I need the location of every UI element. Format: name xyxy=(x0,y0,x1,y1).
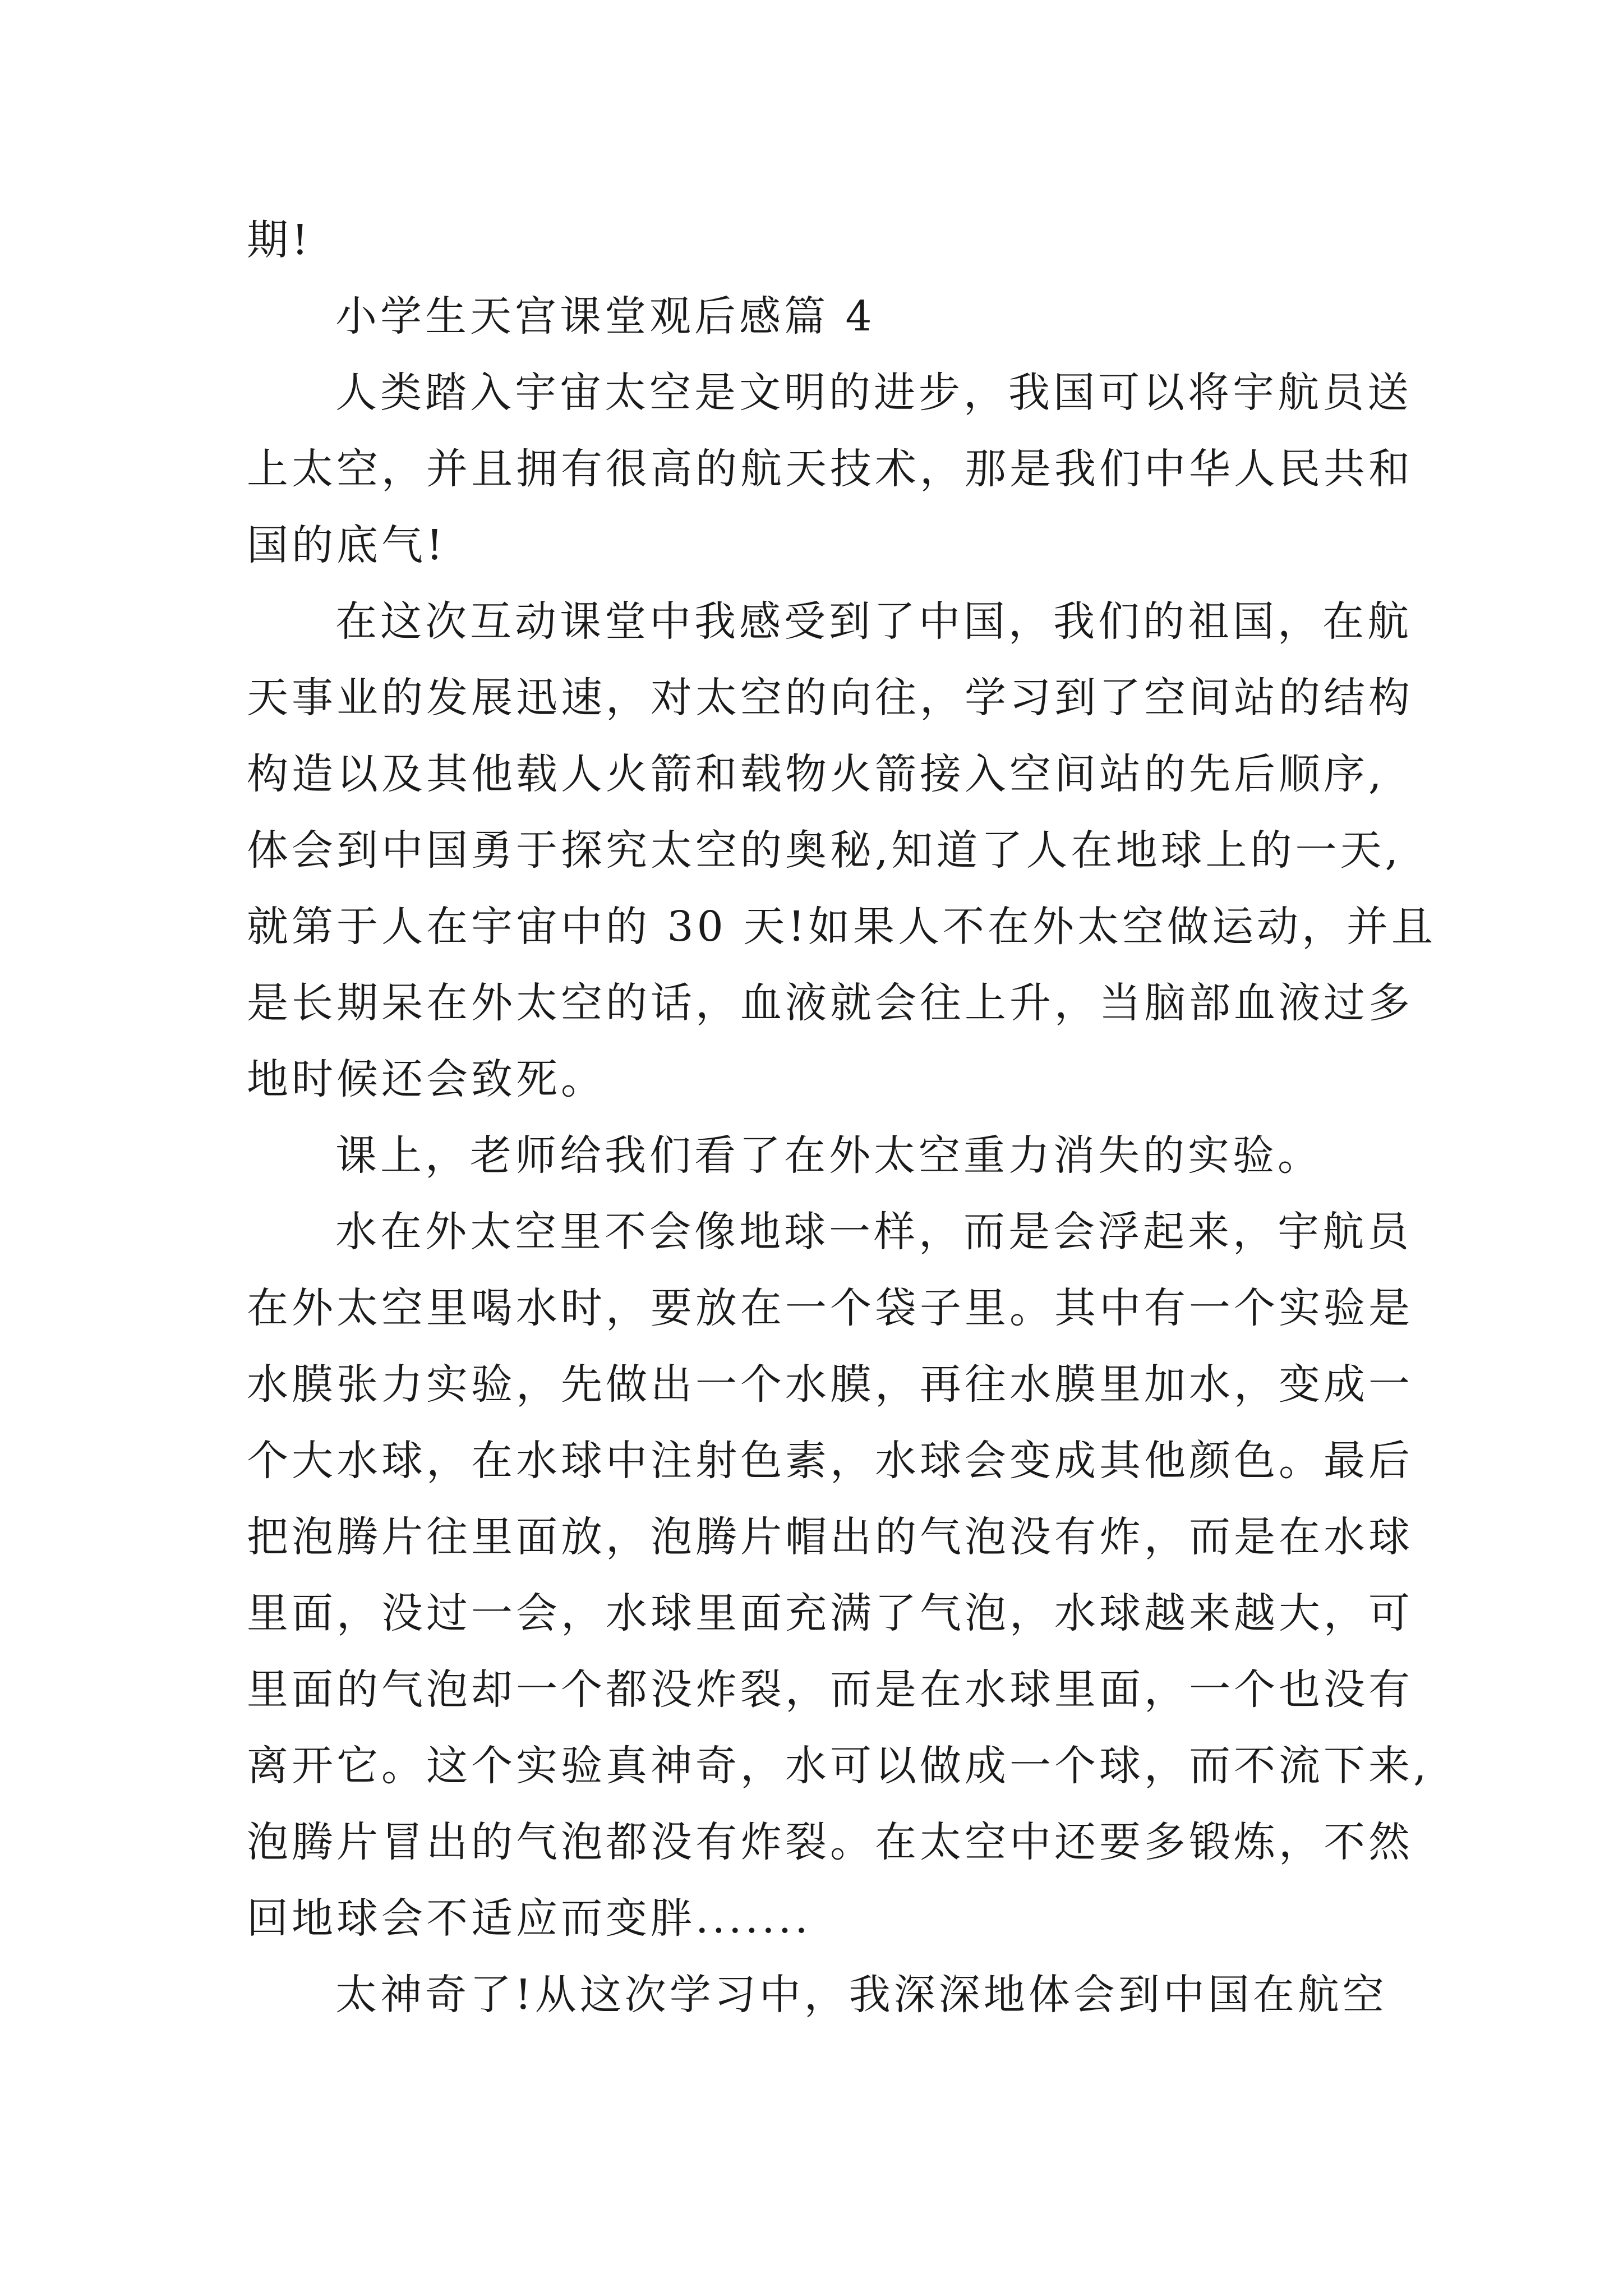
text-line-19: 里面，没过一会，水球里面充满了气泡，水球越来越大，可 xyxy=(247,1589,1413,1637)
text-line-3: 人类踏入宇宙太空是文明的进步，我国可以将宇航员送 xyxy=(335,369,1412,417)
text-line-6: 在这次互动课堂中我感受到了中国，我们的祖国，在航 xyxy=(335,597,1412,646)
text-line-14: 水在外太空里不会像地球一样，而是会浮起来，宇航员 xyxy=(335,1208,1412,1256)
text-line-7: 天事业的发展迅速，对太空的向往，学习到了空间站的结构 xyxy=(247,674,1413,722)
section-title: 小学生天宫课堂观后感篇 4 xyxy=(335,292,875,341)
text-line-16: 水膜张力实验，先做出一个水膜，再往水膜里加水，变成一 xyxy=(247,1360,1413,1409)
text-line-9: 体会到中国勇于探究太空的奥秘,知道了人在地球上的一天, xyxy=(247,826,1402,875)
text-line-5: 国的底气! xyxy=(247,521,446,569)
text-line-17: 个大水球，在水球中注射色素，水球会变成其他颜色。最后 xyxy=(247,1437,1413,1485)
text-line-11: 是长期呆在外太空的话，血液就会往上升，当脑部血液过多 xyxy=(247,979,1413,1027)
text-line-22: 泡腾片冒出的气泡都没有炸裂。在太空中还要多锻炼，不然 xyxy=(247,1818,1413,1866)
text-line-1: 期! xyxy=(247,216,312,264)
text-line-10: 就第于人在宇宙中的 30 天!如果人不在外太空做运动，并且 xyxy=(247,903,1436,951)
text-line-23: 回地球会不适应而变胖....... xyxy=(247,1894,811,1943)
text-line-12: 地时候还会致死。 xyxy=(247,1055,606,1103)
text-line-8: 构造以及其他载人火箭和载物火箭接入空间站的先后顺序, xyxy=(247,750,1385,798)
document-body xyxy=(247,202,1436,2033)
text-line-15: 在外太空里喝水时，要放在一个袋子里。其中有一个实验是 xyxy=(247,1284,1413,1332)
text-line-24: 太神奇了!从这次学习中，我深深地体会到中国在航空 xyxy=(335,1971,1387,2019)
text-line-21: 离开它。这个实验真神奇，水可以做成一个球，而不流下来, xyxy=(247,1742,1430,1790)
text-line-13: 课上，老师给我们看了在外太空重力消失的实验。 xyxy=(335,1131,1322,1180)
text-line-20: 里面的气泡却一个都没炸裂，而是在水球里面，一个也没有 xyxy=(247,1665,1413,1714)
text-line-18: 把泡腾片往里面放，泡腾片帽出的气泡没有炸，而是在水球 xyxy=(247,1513,1413,1561)
text-line-4: 上太空，并且拥有很高的航天技术，那是我们中华人民共和 xyxy=(247,445,1413,493)
